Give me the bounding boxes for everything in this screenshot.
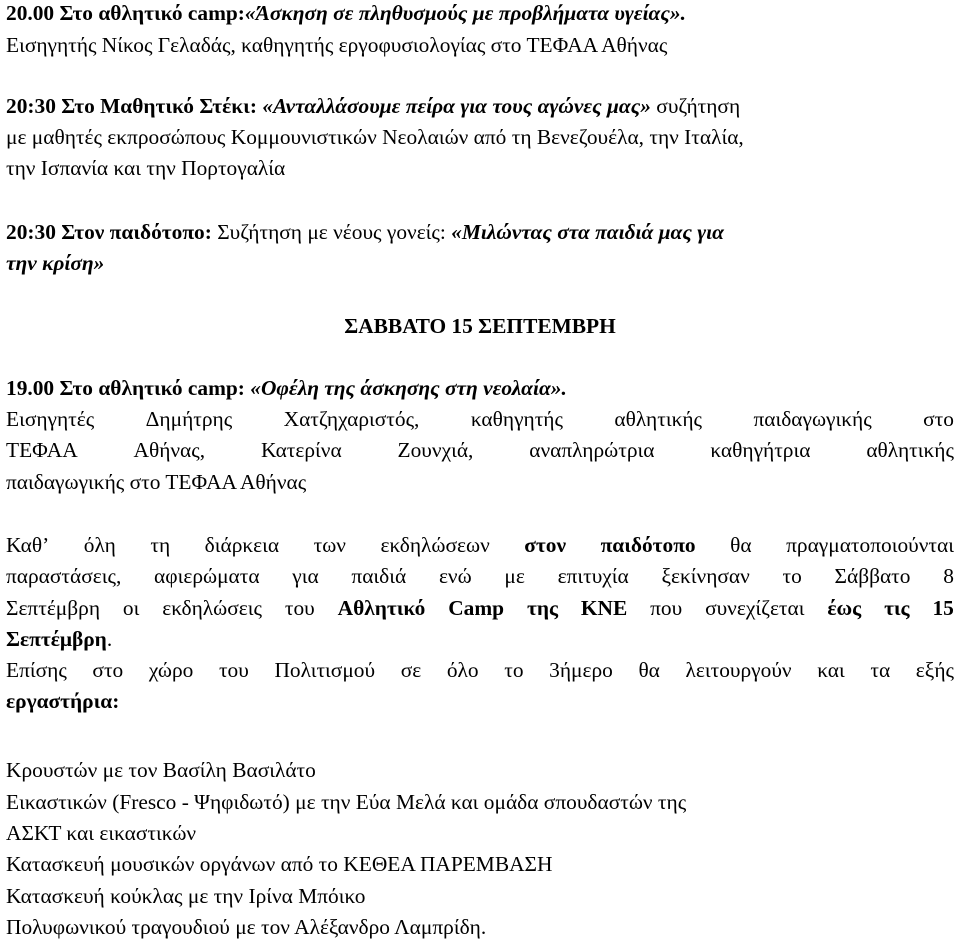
sec4-title-quote: «Οφέλη της άσκησης στη νεολαία».	[250, 376, 567, 400]
sec4-line3: παιδαγωγικής στο ΤΕΦΑΑ Αθήνας	[6, 470, 307, 494]
sec1-speaker: Εισηγητής Νίκος Γελαδάς, καθηγητής εργοφυσιολογίας στο ΤΕΦΑΑ Αθήνας	[6, 33, 668, 57]
sec2-quote: «Ανταλλάσουμε πείρα για τους αγώνες μας»	[262, 94, 651, 118]
sec4-title-time: 19.00 Στο αθλητικό camp:	[6, 376, 245, 400]
workshop-item: Εικαστικών (Fresco - Ψηφιδωτό) με την Εύα Μελά και ομάδα σπουδαστών της	[6, 790, 687, 814]
para1-line3: Σεπτέμβρη οι εκδηλώσεις του Αθλητικό Camp της ΚΝΕ που συνεχίζεται έως τις 15	[6, 596, 954, 620]
workshop-item: ΑΣΚΤ και εικαστικών	[6, 821, 197, 845]
sec2-line2: με μαθητές εκπροσώπους Κομμουνιστικών Νεολαιών από τη Βενεζουέλα, την Ιταλία,	[6, 125, 744, 149]
sec4-title	[6, 375, 954, 401]
para1-line2: παραστάσεις, αφιερώματα για παιδιά ενώ με επιτυχία ξεκίνησαν το Σάββατο 8	[6, 564, 954, 588]
sec2-line3: την Ισπανία και την Πορτογαλία	[6, 156, 286, 180]
para1-line4: Σεπτέμβρη.	[6, 627, 113, 651]
sec3-quote1: «Μιλώντας στα παιδιά μας για	[451, 220, 724, 244]
workshop-item: Κρουστών με τον Βασίλη Βασιλάτο	[6, 758, 316, 782]
sec3-time-place: 20:30 Στον παιδότοπο:	[6, 220, 212, 244]
sec3-quote2: την κρίση»	[6, 251, 105, 275]
sec2-title	[6, 93, 954, 119]
sec1-title	[6, 0, 954, 26]
sec2-rest: συζήτηση	[656, 94, 741, 118]
sec4-line2: ΤΕΦΑΑ Αθήνας, Κατερίνα Ζουνχιά, αναπληρώτρια καθηγήτρια αθλητικής	[6, 438, 954, 462]
para2-line1: Επίσης στο χώρο του Πολιτισμού σε όλο το 3ήμερο θα λειτουργούν και τα εξής	[6, 658, 954, 682]
sec1-title-time: 20.00 Στο αθλητικό camp:	[6, 1, 245, 25]
para2-line2	[6, 688, 954, 714]
workshop-item: Πολυφωνικού τραγουδιού με τον Αλέξανδρο Λαμπρίδη.	[6, 915, 487, 939]
day-heading: ΣΑΒΒΑΤΟ 15 ΣΕΠΤΕΜΒΡΗ	[344, 314, 616, 338]
workshop-item: Κατασκευή μουσικών οργάνων από το ΚΕΘΕΑ ΠΑΡΕΜΒΑΣΗ	[6, 852, 553, 876]
workshops-heading: εργαστήρια:	[6, 689, 120, 713]
sec4-line1: Εισηγητές Δημήτρης Χατζηχαριστός, καθηγητής αθλητικής παιδαγωγικής στο	[6, 407, 954, 431]
para1-line1: Καθ’ όλη τη διάρκεια των εκδηλώσεων στον παιδότοπο θα πραγματοποιούνται	[6, 533, 954, 557]
sec1-title-quote: «Άσκηση σε πληθυσμούς με προβλήματα υγείας».	[244, 1, 686, 25]
sec3-text: Συζήτηση με νέους γονείς:	[217, 220, 446, 244]
sec2-time-place: 20:30 Στο Μαθητικό Στέκι:	[6, 94, 257, 118]
sec3-line2	[6, 250, 954, 276]
sec3-title	[6, 219, 954, 245]
workshop-item: Κατασκευή κούκλας με την Ιρίνα Μπόικο	[6, 884, 366, 908]
